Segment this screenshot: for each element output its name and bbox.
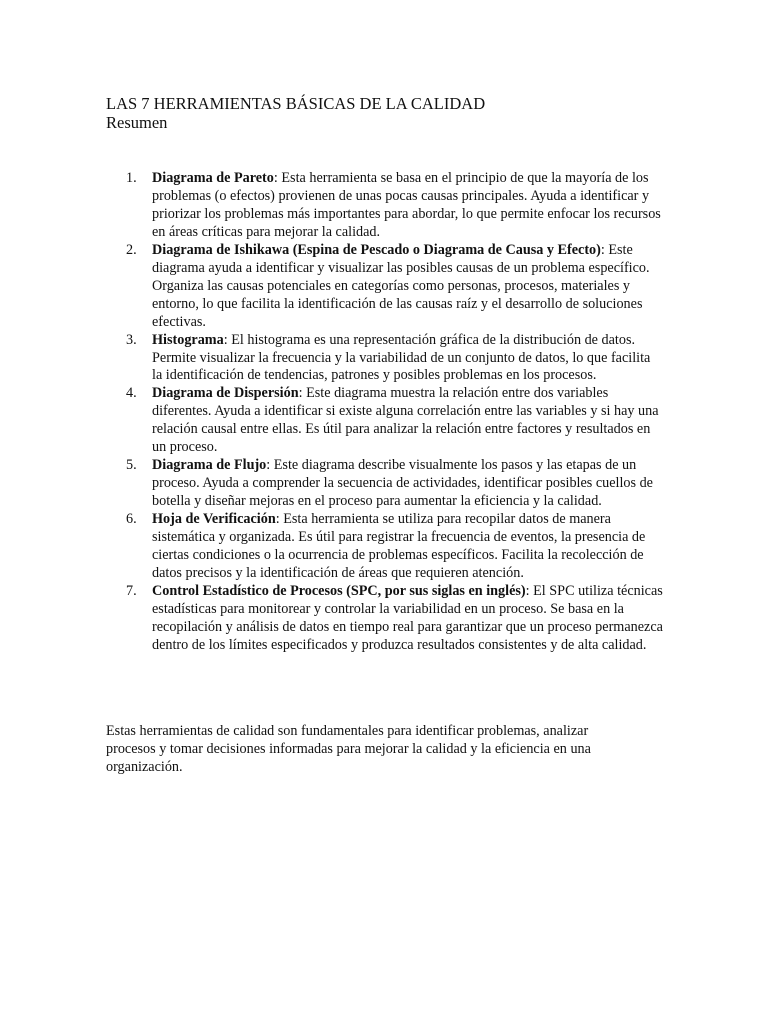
list-item-flujo (126, 457, 664, 511)
document-subtitle: Resumen (106, 113, 168, 132)
list-item-ishikawa (126, 241, 664, 332)
list-item-name: Diagrama de Dispersión (152, 385, 299, 402)
list-item-description: : El histograma es una representación gráfica de la distribución de datos. Permite visualizar la frecuencia y la variabilidad de un conjunto de datos, lo que facilita la identificación de tendencias, patrones y posibles problemas en los procesos. (152, 331, 651, 384)
list-item-name: Hoja de Verificación (152, 511, 276, 528)
list-item-number: 1. (126, 170, 137, 186)
list-item-number: 3. (126, 331, 137, 348)
list-item-number: 7. (126, 582, 137, 599)
list-item-description: : Esta herramienta se utiliza para recopilar datos de manera sistemática y organizada. Es útil para registrar la frecuencia de eventos, la presencia de ciertas condiciones o la ocurrencia de problemas específicos. Facilita la recolección de datos precisos y la identificación de áreas que requieren atención. (152, 511, 646, 581)
list-item-pareto (126, 170, 664, 242)
list-item-description: : Este diagrama ayuda a identificar y visualizar las posibles causas de un problema específico. Organiza las causas potenciales en categorías como personas, procesos, materiales y entorno, lo que facilita la identificación de las causas raíz y el desarrollo de soluciones efectivas. (152, 241, 650, 330)
list-item-number: 2. (126, 241, 137, 258)
closing-paragraph: Estas herramientas de calidad son fundamentales para identificar problemas, analizar procesos y tomar decisiones informadas para mejorar la calidad y la eficiencia en una organización. (106, 723, 591, 775)
list-item-description: : El SPC utiliza técnicas estadísticas para monitorear y controlar la variabilidad en un proceso. Se basa en la recopilación y análisis de datos en tiempo real para garantizar que un proceso permanezca dentro de los límites especificados y produzca resultados consistentes y de alta calidad. (152, 582, 663, 653)
tools-list (126, 170, 664, 655)
list-item-name: Histograma (152, 331, 224, 348)
list-item-histograma (126, 331, 664, 386)
list-item-description: : Este diagrama muestra la relación entre dos variables diferentes. Ayuda a identificar si existe alguna correlación entre las variables y si hay una relación causal entre ellas. Es útil para analizar la relación entre factores y resultados en un proceso. (152, 385, 659, 456)
list-item-name: Control Estadístico de Procesos (SPC, por sus siglas en inglés) (152, 582, 526, 599)
list-item-description: : Esta herramienta se basa en el principio de que la mayoría de los problemas (o efectos) provienen de unas pocas causas principales. Ayuda a identificar y priorizar los problemas más importantes para abordar, lo que permite enfocar los recursos en áreas críticas para mejorar la calidad. (152, 170, 661, 240)
list-item-name: Diagrama de Pareto (152, 170, 274, 186)
list-item-number: 5. (126, 457, 137, 474)
document-title: LAS 7 HERRAMIENTAS BÁSICAS DE LA CALIDAD (106, 94, 486, 113)
list-item-number: 4. (126, 385, 137, 402)
list-item-name: Diagrama de Flujo (152, 457, 267, 474)
list-item-number: 6. (126, 511, 137, 528)
list-item-spc (126, 582, 664, 655)
list-item-dispersion (126, 385, 664, 457)
list-item-verificacion (126, 511, 664, 583)
list-item-name: Diagrama de Ishikawa (Espina de Pescado o Diagrama de Causa y Efecto) (152, 241, 601, 258)
list-item-description: : Este diagrama describe visualmente los pasos y las etapas de un proceso. Ayuda a comprender la secuencia de actividades, identificar posibles cuellos de botella y diseñar mejoras en el proceso para aumentar la eficiencia y la calidad. (152, 457, 653, 510)
